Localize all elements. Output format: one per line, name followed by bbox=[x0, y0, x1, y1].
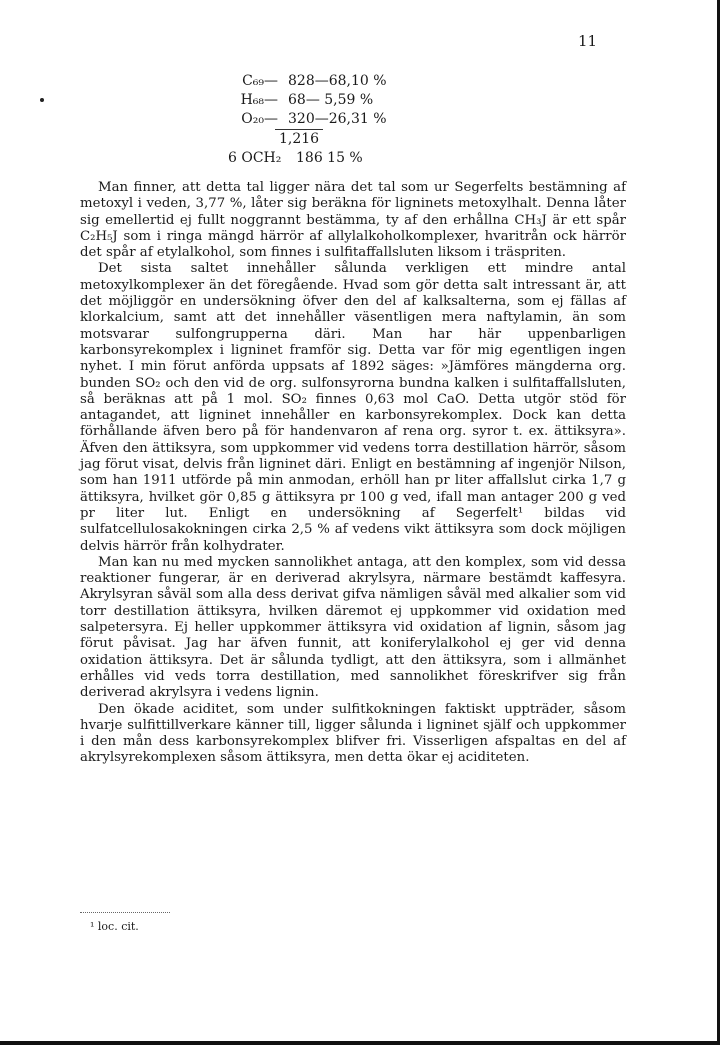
footnote: ¹ loc. cit. bbox=[90, 920, 139, 933]
formula-value: 828—68,10 % bbox=[288, 73, 387, 89]
formula-symbol: 6 OCH₂ bbox=[228, 150, 282, 166]
formula-block bbox=[228, 72, 387, 168]
formula-row bbox=[228, 149, 387, 168]
paragraph: Man finner, att detta tal ligger nära det tal som ur Segerfelts bestämning af metoxyl i veden, 3,77 %, låter sig beräkna för ligninets metoxylhalt. Denna låter sig emellertid ej fullt noggrannt bestämma, ty af den erhållna CH₃J är ett spår C₂H₅J som i ringa mängd härrör af allylalkoholkomplexer, hvaritrån ock härrör det spår af etylalkohol, som finnes i sulfitaffallsluten liksom i träspriten. bbox=[80, 180, 626, 261]
formula-value: 68— 5,59 % bbox=[288, 92, 374, 108]
margin-mark bbox=[40, 98, 44, 102]
formula-symbol: O₂₀— bbox=[241, 111, 278, 127]
formula-symbol: H₆₈— bbox=[240, 92, 278, 108]
paragraph: Man kan nu med mycken sannolikhet antaga, att den komplex, som vid dessa reaktioner fungerar, är en deriverad akrylsyra, närmare bestämdt kaffesyra. Akrylsyran såväl som alla dess derivat gifva nämligen såväl med alkalier som vid torr destillation ättiksyra, hvilken däremot ej uppkommer vid oxidation med salpetersyra. Ej heller uppkommer ättiksyra vid oxidation af lignin, såsom jag förut påvisat. Jag har äfven funnit, att koniferylalkohol ej ger vid denna oxidation ättiksyra. Det är sålunda tydligt, att den ättiksyra, som i allmänhet erhålles vid veds torra destillation, med sannolikhet föreskrifver sig från deriverad akrylsyra i vedens lignin. bbox=[80, 554, 626, 701]
footnote-rule bbox=[80, 912, 170, 913]
formula-row bbox=[228, 72, 387, 91]
formula-sum: 1,216 bbox=[275, 129, 323, 149]
paragraph: Det sista saltet innehåller sålunda verkligen ett mindre antal metoxylkomplexer än det föregående. Hvad som gör detta salt intressant är, att det möjliggör en undersökning öfver den del af kalksalterna, som ej fällas af klorkalcium, samt att det innehåller väsentligen mera naftylamin, än som motsvarar sulfongrupperna däri. Man har här uppenbarligen karbonsyrekomplex i ligninet framför sig. Detta var för mig egentligen ingen nyhet. I min förut anförda uppsats af 1892 säges: »Jämföres mängderna org. bunden SO₂ och den vid de org. sulfonsyrorna bundna kalken i sulfitaffallsluten, så beräknas att på 1 mol. SO₂ finnes 0,63 mol CaO. Detta utgör stöd för antagandet, att ligninet innehåller en karbonsyrekomplex. Dock kan detta förhållande äfven bero på för handenvaron af rena org. syror t. ex. ättiksyra». Äfven den ättiksyra, som uppkommer vid vedens torra destillation härrör, såsom jag förut visat, delvis från ligninet däri. Enligt en bestämning af ingenjör Nilson, som han 1911 utförde på min anmodan, erhöll han pr liter affallslut cirka 1,7 g ättiksyra, hvilket gör 0,85 g ättiksyra pr 100 g ved, ifall man antager 200 g ved pr liter lut. Enligt en undersökning af Segerfelt¹ bildas vid sulfatcellulosakokningen cirka 2,5 % af vedens vikt ättiksyra som dock möjligen delvis härrör från kolhydrater. bbox=[80, 261, 626, 554]
formula-sum-row bbox=[228, 129, 387, 149]
formula-value: 320—26,31 % bbox=[288, 111, 387, 127]
page-number: 11 bbox=[578, 32, 598, 50]
formula-row bbox=[228, 91, 387, 110]
formula-symbol: C₆₉— bbox=[242, 73, 278, 89]
formula-value: 186 15 % bbox=[296, 150, 363, 166]
scan-edge-bottom bbox=[0, 1041, 720, 1045]
paragraph: Den ökade aciditet, som under sulfitkokningen faktiskt uppträder, såsom hvarje sulfittillverkare känner till, ligger sålunda i ligninet själf och uppkommer i den mån dess karbonsyrekomplex blifver fri. Visserligen afspaltas en del af akrylsyrekomplexen såsom ättiksyra, men detta ökar ej aciditeten. bbox=[80, 701, 626, 766]
formula-row bbox=[228, 110, 387, 129]
body-text bbox=[80, 180, 626, 767]
